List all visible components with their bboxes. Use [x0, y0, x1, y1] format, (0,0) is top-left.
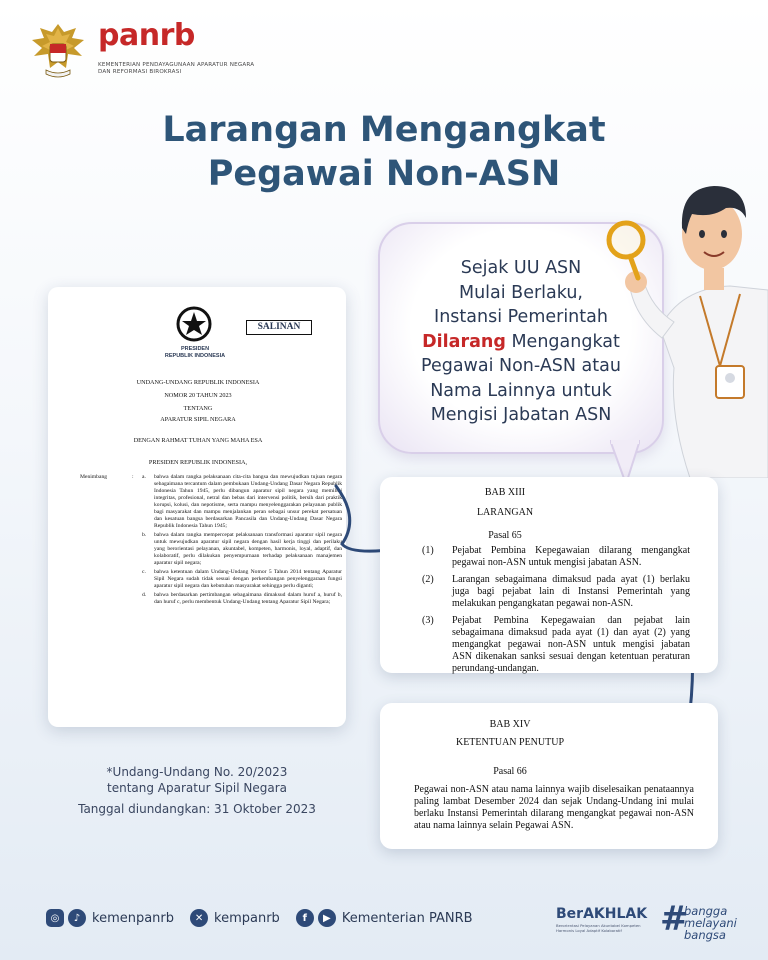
hashtag-icon: # — [660, 899, 689, 939]
highlight-word: Dilarang — [422, 331, 506, 352]
pasal-65-card — [380, 477, 718, 673]
doc-heading-5: DENGAN RAHMAT TUHAN YANG MAHA ESA — [133, 437, 263, 444]
doc-heading-6: PRESIDEN REPUBLIK INDONESIA, — [148, 459, 248, 466]
bangga-melayani-bangsa-logo: bangga melayani bangsa — [684, 904, 737, 942]
garuda-emblem-icon — [26, 18, 90, 84]
title-line-2: Pegawai Non-ASN — [207, 154, 561, 194]
doc-heading-4: APARATUR SIPIL NEGARA — [160, 416, 236, 423]
bab-title: KETENTUAN PENUTUP — [455, 737, 565, 748]
presidential-seal-icon — [176, 306, 212, 342]
bab-title: LARANGAN — [476, 507, 534, 518]
bab-label: BAB XIII — [484, 487, 526, 498]
social-footer — [46, 906, 489, 930]
berakhlak-logo: BerAKHLAK — [556, 906, 648, 922]
pasal-66-card — [380, 703, 718, 849]
doc-point: c. bahwa ketentuan dalam Undang-Undang Nomor 5 Tahun 2014 tentang Aparatur Sipil Negara sudah tidak sesuai dengan perkembangan penyelenggaraan fungsi aparatur sipil negara dan kebutuhan masyarakat sehingga perlu diganti; — [142, 569, 342, 589]
x-handle[interactable]: kempanrb — [214, 910, 280, 926]
doc-heading-1: UNDANG-UNDANG REPUBLIK INDONESIA — [136, 379, 260, 386]
pasal-66-text: Pegawai non-ASN atau nama lainnya wajib diselesaikan penataannya paling lambat Desember 2024 dan sejak Undang-Undang ini mulai berlaku Instansi Pemerintah dilarang mengangkat pegawai non-ASN atau nama lainnya selain Pegawai ASN. — [414, 784, 694, 831]
instagram-icon[interactable]: ◎ — [46, 909, 64, 927]
doc-point: b. bahwa dalam rangka mempercepat pelaksanaan transformasi aparatur sipil negara untuk mewujudkan aparatur sipil negara dengan hasil kerja tinggi dan perilaku yang berorientasi pelayanan, akuntabel, kompeten, harmonis, loyal, adaptif, dan kolaboratif, perlu dilakukan penyempurnaan terhadap pelaksanaan manajemen aparatur sipil negara; — [142, 532, 342, 566]
person-with-magnifier-illustration — [600, 178, 768, 478]
pasal-label: Pasal 65 — [488, 530, 522, 541]
youtube-icon[interactable]: ▶ — [318, 909, 336, 927]
x-icon[interactable]: ✕ — [190, 909, 208, 927]
pasal-item: (2) Larangan sebagaimana dimaksud pada ayat (1) berlaku juga bagi pejabat lain di Instansi Pemerintah yang melakukan pengangkatan pegawai non-ASN. — [422, 574, 690, 609]
title-line-1: Larangan Mengangkat — [162, 110, 606, 150]
brand-logo-text: panrb — [98, 18, 195, 53]
berakhlak-tagline: Berorientasi Pelayanan Akuntabel Kompeten Harmonis Loyal Adaptif Kolaboratif — [556, 923, 641, 933]
doc-point: d. bahwa berdasarkan pertimbangan sebagaimana dimaksud dalam huruf a, huruf b, dan huruf c, perlu membentuk Undang-Undang tentang Aparatur Sipil Negara; — [142, 592, 342, 605]
facebook-icon[interactable]: f — [296, 909, 314, 927]
salinan-stamp: SALINAN — [246, 320, 312, 335]
instagram-tiktok-handle[interactable]: kemenpanrb — [92, 910, 175, 926]
pasal-item: (1) Pejabat Pembina Kepegawaian dilarang mengangkat pegawai non-ASN untuk mengisi jabatan ASN. — [422, 545, 690, 568]
pasal-label: Pasal 66 — [493, 766, 527, 777]
tiktok-icon[interactable]: ♪ — [68, 909, 86, 927]
doc-point: Menimbang : a. bahwa dalam rangka pelaksanaan cita-cita bangsa dan mewujudkan tujuan negara sebagaimana tercantum dalam pembukaan Undang-Undang Dasar Negara Republik Indonesia Tahun 1945, perlu dibangun aparatur sipil negara yang memiliki integritas, profesional, netral dan bebas dari intervensi politik, bersih dari praktik korupsi, kolusi, dan nepotisme, serta mampu menyelenggarakan pelayanan publik bagi masyarakat dan mampu menjalankan peran sebagai unsur perekat persatuan dan kesatuan bangsa berdasarkan Pancasila dan Undang-Undang Dasar Negara Republik Indonesia Tahun 1945; — [80, 474, 342, 529]
enactment-date: Tanggal diundangkan: 31 Oktober 2023 — [78, 802, 316, 816]
law-reference-note: *Undang-Undang No. 20/2023 tentang Aparatur Sipil Negara — [106, 765, 288, 795]
bab-label: BAB XIV — [489, 719, 531, 730]
doc-heading-2: NOMOR 20 TAHUN 2023 — [164, 392, 232, 399]
doc-menimbang — [80, 474, 342, 608]
bubble-text: Sejak UU ASN Mulai Berlaku, Instansi Pemerintah Dilarang Mengangkat Pegawai Non-ASN atau Nama Lainnya untuk Mengisi Jabatan ASN — [421, 258, 621, 425]
facebook-youtube-handle[interactable]: Kementerian PANRB — [341, 910, 473, 926]
pasal-items — [422, 545, 690, 680]
pasal-item: (3) Pejabat Pembina Kepegawaian dan pejabat lain sebagaimana dimaksud pada ayat (1) dan ayat (2) yang mengangkat pegawai non-ASN untuk mengisi jabatan ASN dikenakan sanksi sesuai dengan ketentuan peraturan perundang-undangan. — [422, 615, 690, 674]
doc-heading-3: TENTANG — [183, 405, 213, 412]
brand-subtitle: KEMENTERIAN PENDAYAGUNAAN APARATUR NEGARA DAN REFORMASI BIROKRASI — [98, 62, 255, 75]
document-issuer: PRESIDEN REPUBLIK INDONESIA — [164, 346, 226, 359]
